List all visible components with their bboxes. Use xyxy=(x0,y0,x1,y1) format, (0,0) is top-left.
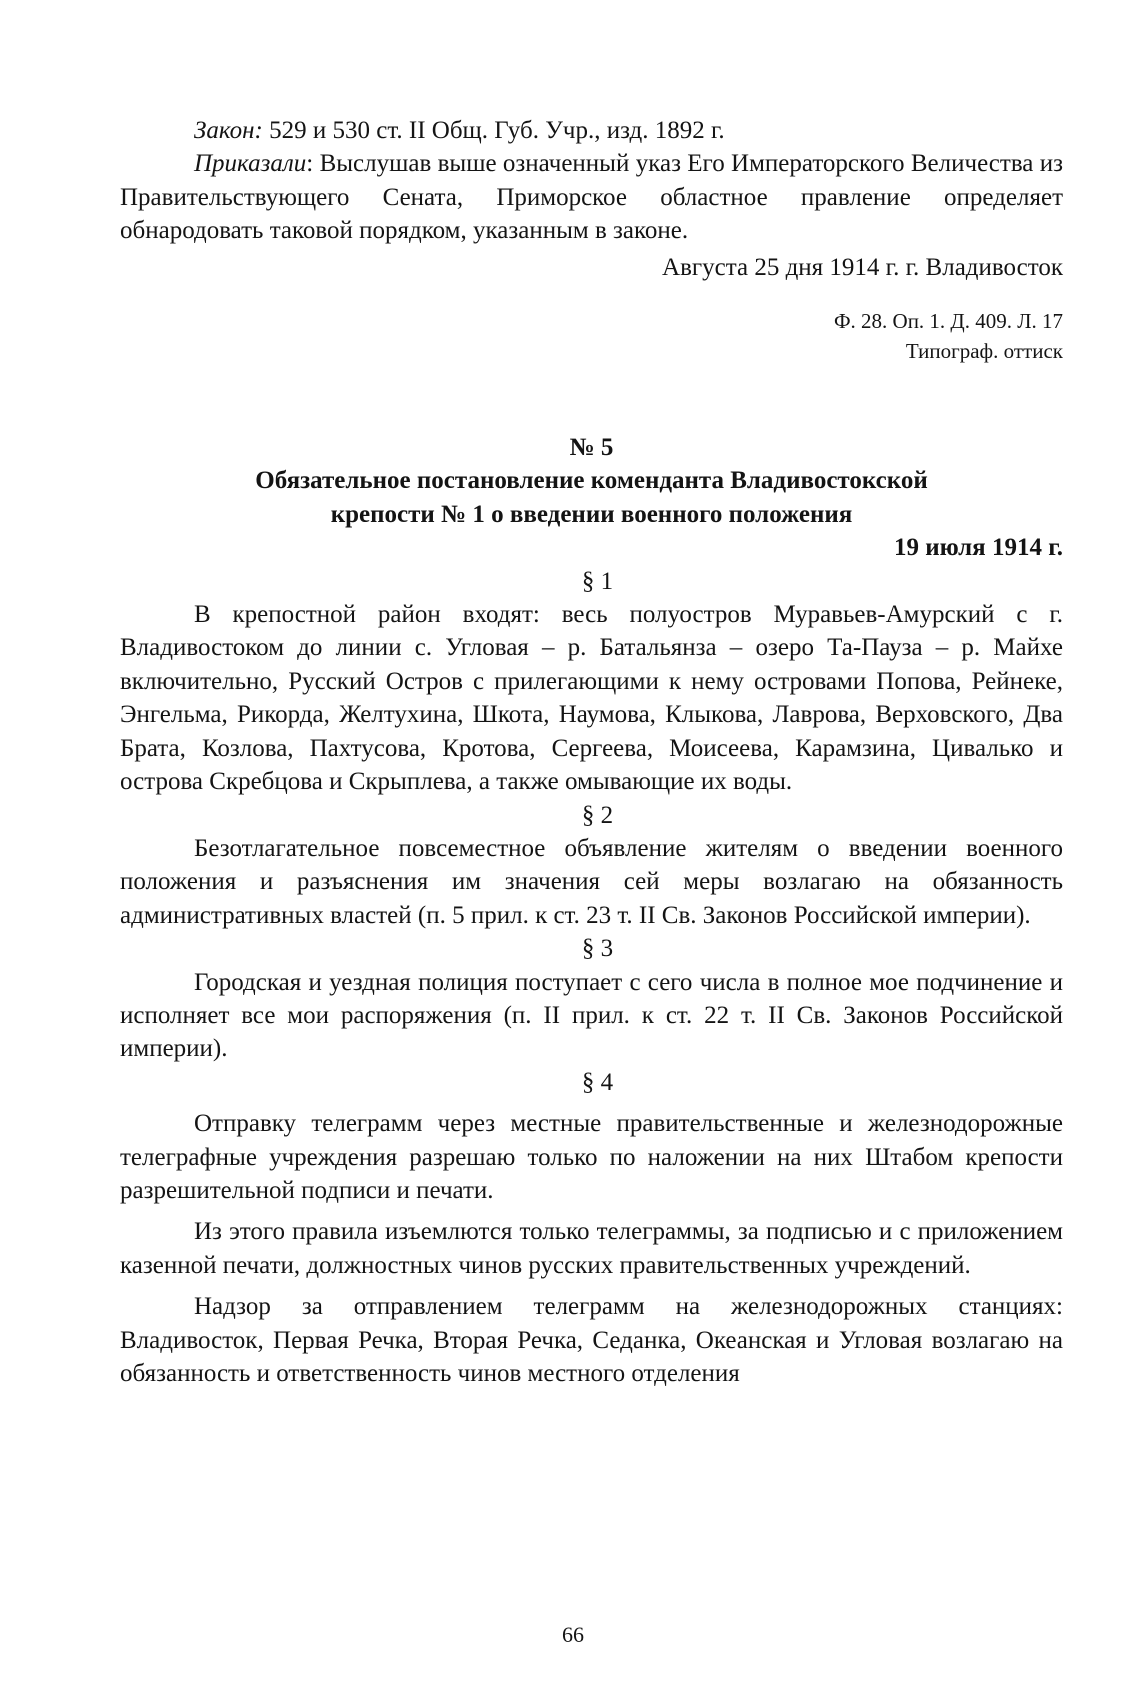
section-2-label: § 2 xyxy=(581,801,614,829)
archive-type: Типограф. оттиск xyxy=(905,339,1063,364)
law-text: 529 и 530 ст. II Общ. Губ. Учр., изд. 1892 г. xyxy=(262,117,725,144)
ordered-paragraph xyxy=(120,147,1063,247)
section-4-label: § 4 xyxy=(581,1068,614,1096)
date-place: Августа 25 дня 1914 г. г. Владивосток xyxy=(662,253,1063,281)
ordered-text: : Выслушав выше означенный указ Его Императорского Величества из Правительствующего Сената, Приморское областное правление определяет обнародовать таковой порядком, указанным в законе. xyxy=(120,150,1063,245)
section-3-text: Городская и уездная полиция поступает с сего числа в полное мое подчинение и исполняет все мои распоряжения (п. II прил. к ст. 22 т. II Св. Законов Российской империи). xyxy=(120,968,1063,1063)
section-3-label: § 3 xyxy=(581,935,614,963)
section-1-label: § 1 xyxy=(581,567,614,595)
document-date: 19 июля 1914 г. xyxy=(894,534,1063,562)
archive-reference xyxy=(120,306,1063,366)
section-4-paragraph-1: Отправку телеграмм через местные правительственные и железнодорожные телеграфные учреждения разрешаю только по наложении на них Штабом крепости разрешительной подписи и печати. xyxy=(120,1110,1063,1204)
page-number: 66 xyxy=(562,1622,584,1647)
document-title-line1: Обязательное постановление коменданта Владивостокской xyxy=(255,467,928,495)
section-1-text: В крепостной район входят: весь полуостров Муравьев-Амурский с г. Владивостоком до линии с. Угловая – р. Батальянза – озеро Та-Пауза – р. Майхе включительно, Русский Остров с прилегающими к нему островами Попова, Рейнеке, Энгельма, Рикорда, Желтухина, Шкота, Наумова, Клыкова, Лаврова, Верховского, Два Брата, Козлова, Пахтусова, Кротова, Сергеева, Моисеева, Карамзина, Цивалько и острова Скребцова и Скрыплева, а также омывающие их воды. xyxy=(120,601,1063,796)
document-number: № 5 xyxy=(569,434,614,462)
document-title-line2: крепости № 1 о введении военного положения xyxy=(330,500,853,528)
page-content xyxy=(120,114,1063,1390)
law-label: Закон: xyxy=(194,117,263,144)
archive-fond: Ф. 28. Оп. 1. Д. 409. Л. 17 xyxy=(833,309,1063,334)
section-2-text: Безотлагательное повсеместное объявление жителям о введении военного положения и разъяснения им значения сей меры возлагаю на обязанность административных властей (п. 5 прил. к ст. 23 т. II Св. Законов Российской империи). xyxy=(120,834,1063,929)
section-4-paragraph-2: Из этого правила изъемлются только телеграммы, за подписью и с приложением казенной печати, должностных чинов русских правительственных учреждений. xyxy=(120,1218,1063,1279)
section-4-paragraph-3: Надзор за отправлением телеграмм на железнодорожных станциях: Владивосток, Первая Речка, Вторая Речка, Седанка, Океанская и Угловая возлагаю на обязанность и ответственность чинов местного отделения xyxy=(120,1293,1063,1387)
ordered-label: Приказали xyxy=(194,150,307,178)
law-reference xyxy=(120,114,1063,147)
